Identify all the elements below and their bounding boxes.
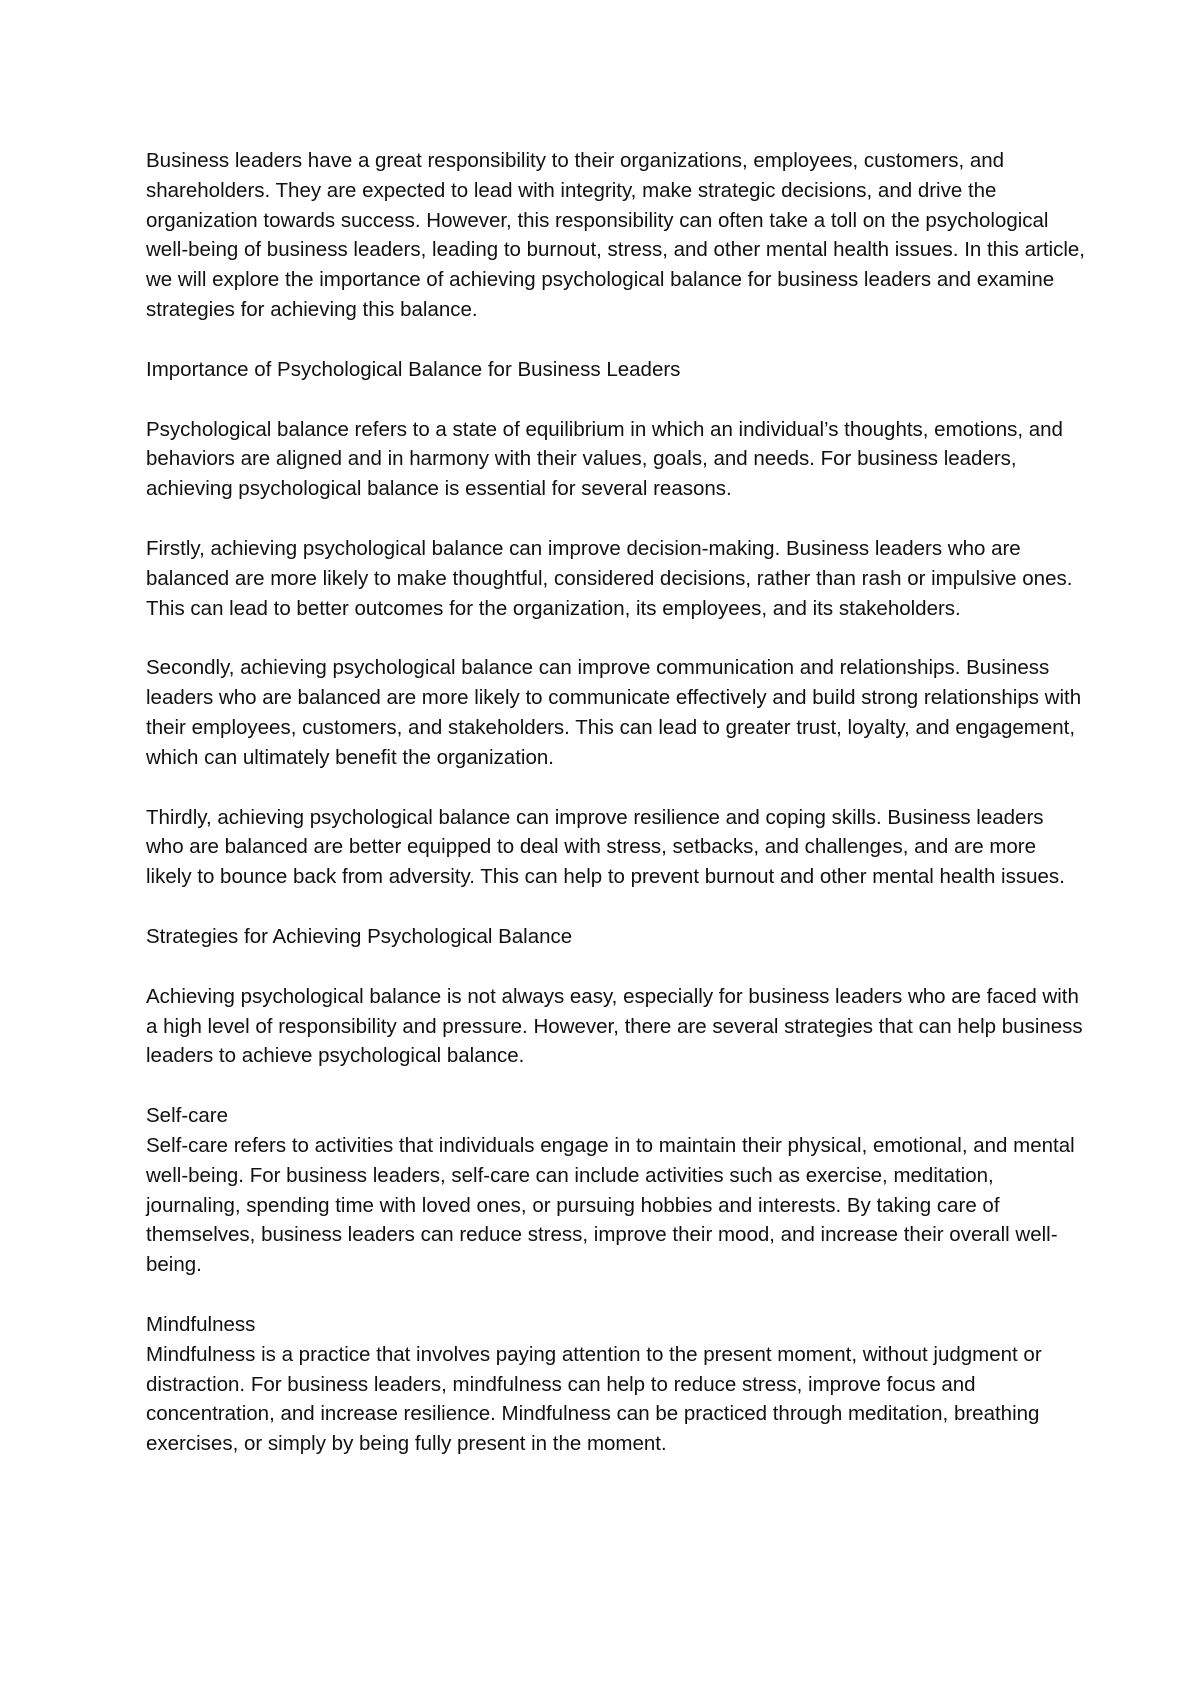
secondly-paragraph: Secondly, achieving psychological balance can improve communication and relationships. Business leaders who are balanced are more likely to communicate effectively and build strong relationships with their employees, customers, and stakeholders. This can lead to greater trust, loyalty, and engagement, which can ultimately benefit the organization.	[146, 656, 1082, 769]
section-heading-strategies: Strategies for Achieving Psychological Balance	[146, 924, 573, 948]
strategies-intro-paragraph: Achieving psychological balance is not always easy, especially for business leaders who are faced with a high level of responsibility and pressure. However, there are several strategies that can help business leaders to achieve psychological balance.	[146, 984, 1083, 1068]
section-heading-importance: Importance of Psychological Balance for Business Leaders	[146, 357, 681, 381]
strategy-text-mindfulness: Mindfulness is a practice that involves paying attention to the present moment, without judgment or distraction. For business leaders, mindfulness can help to reduce stress, improve focus and concentration, and increase resilience. Mindfulness can be practiced through meditation, breathing exercises, or simply by being fully present in the moment.	[146, 1342, 1042, 1456]
document-page	[146, 146, 1086, 1489]
intro-paragraph: Business leaders have a great responsibility to their organizations, employees, customers, and shareholders. They are expected to lead with integrity, make strategic decisions, and drive the organization towards success. However, this responsibility can often take a toll on the psychological well-being of business leaders, leading to burnout, stress, and other mental health issues. In this article, we will explore the importance of achieving psychological balance for business leaders and examine strategies for achieving this balance.	[146, 149, 1085, 321]
strategy-title-mindfulness: Mindfulness	[146, 1312, 256, 1336]
strategy-text-self-care: Self-care refers to activities that individuals engage in to maintain their physical, emotional, and mental well-being. For business leaders, self-care can include activities such as exercise, meditation, journaling, spending time with loved ones, or pursuing hobbies and interests. By taking care of themselves, business leaders can reduce stress, improve their mood, and increase their overall well-being.	[146, 1133, 1075, 1277]
importance-paragraph: Psychological balance refers to a state of equilibrium in which an individual’s thoughts, emotions, and behaviors are aligned and in harmony with their values, goals, and needs. For business leaders, achieving psychological balance is essential for several reasons.	[146, 417, 1063, 501]
thirdly-paragraph: Thirdly, achieving psychological balance can improve resilience and coping skills. Business leaders who are balanced are better equipped to deal with stress, setbacks, and challenges, and are more likely to bounce back from adversity. This can help to prevent burnout and other mental health issues.	[146, 805, 1065, 889]
strategy-title-self-care: Self-care	[146, 1104, 229, 1128]
firstly-paragraph: Firstly, achieving psychological balance can improve decision-making. Business leaders who are balanced are more likely to make thoughtful, considered decisions, rather than rash or impulsive ones. This can lead to better outcomes for the organization, its employees, and its stakeholders.	[146, 536, 1073, 620]
